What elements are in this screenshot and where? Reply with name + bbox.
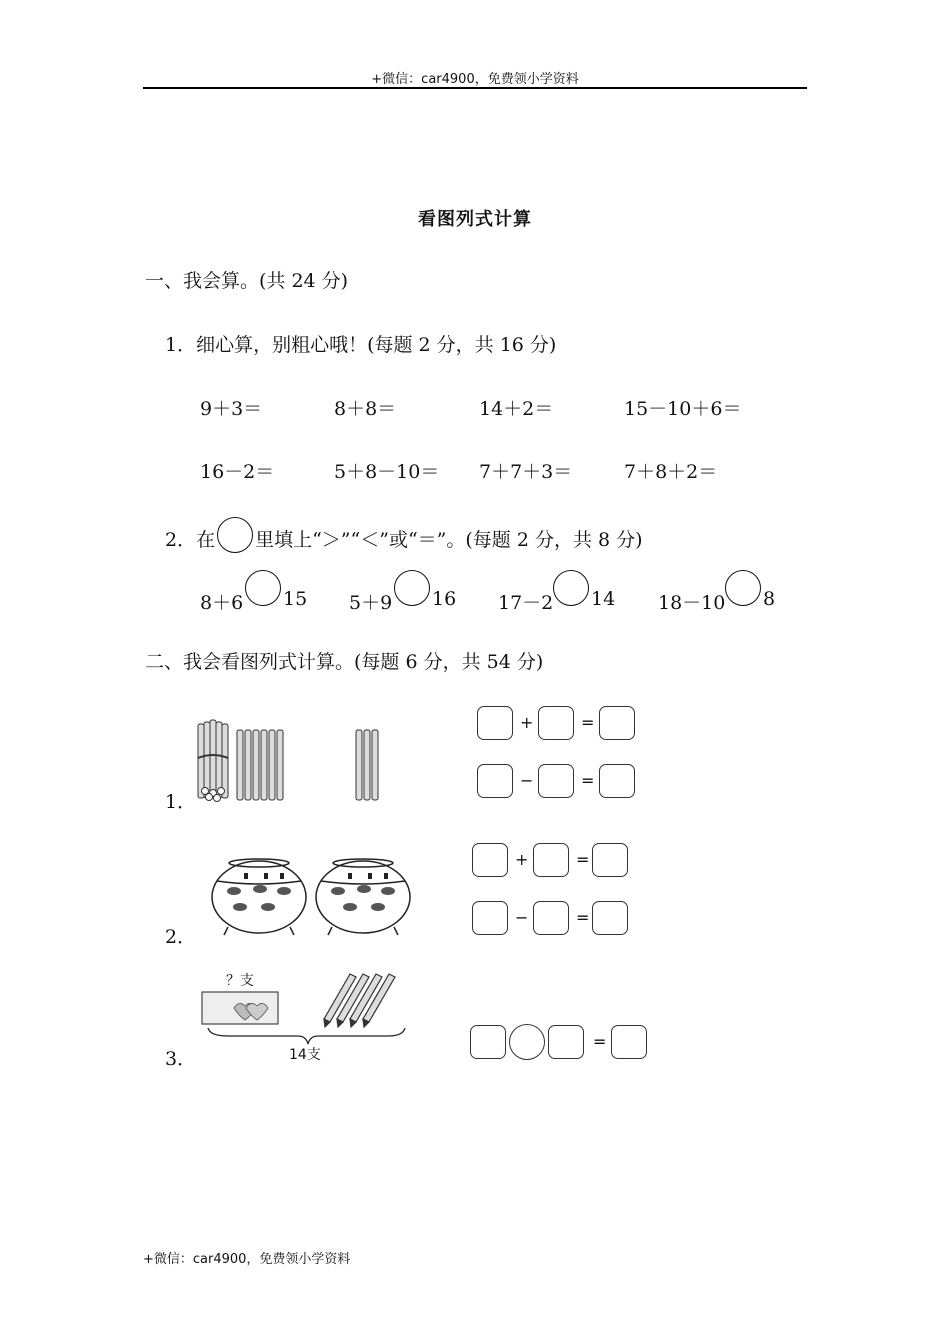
answer-box[interactable]	[592, 843, 628, 877]
expr-2-1: 16－2＝	[200, 461, 275, 483]
compare-left-1: 8＋6	[200, 592, 244, 614]
answer-box[interactable]	[538, 706, 574, 740]
operator-circle[interactable]	[509, 1024, 545, 1060]
page-title: 看图列式计算	[418, 209, 532, 230]
answer-box[interactable]	[538, 764, 574, 798]
answer-box[interactable]	[472, 901, 508, 935]
q1-heading: 1．细心算，别粗心哦！(每题 2 分，共 16 分)	[165, 334, 557, 356]
problem3-number: 3．	[165, 1048, 197, 1070]
q2-suffix: 里填上“＞”“＜”或“＝”。(每题 2 分，共 8 分)	[255, 529, 643, 551]
equals-sign: =	[576, 908, 590, 927]
plus-sign: +	[515, 850, 529, 869]
expr-2-2: 5＋8－10＝	[334, 461, 440, 483]
compare-circle-1[interactable]	[245, 570, 281, 606]
compare-right-3: 14	[591, 588, 616, 610]
answer-box[interactable]	[470, 1025, 506, 1059]
expr-1-1: 9＋3＝	[200, 398, 263, 420]
expr-1-3: 14＋2＝	[479, 398, 554, 420]
problem1-number: 1．	[165, 791, 197, 813]
expr-2-3: 7＋7＋3＝	[479, 461, 573, 483]
expr-2-4: 7＋8＋2＝	[624, 461, 718, 483]
answer-box[interactable]	[477, 764, 513, 798]
sticks-illustration	[195, 718, 385, 804]
compare-left-4: 18－10	[658, 592, 726, 614]
answer-box[interactable]	[533, 843, 569, 877]
answer-box[interactable]	[592, 901, 628, 935]
equals-sign: =	[593, 1032, 607, 1051]
compare-left-3: 17－2	[498, 592, 554, 614]
equals-sign: =	[576, 850, 590, 869]
pencils-illustration	[198, 968, 410, 1066]
circle-symbol	[217, 517, 253, 553]
unknown-label: ？支	[226, 973, 254, 989]
expr-1-2: 8＋8＝	[334, 398, 397, 420]
expr-1-4: 15－10＋6＝	[624, 398, 742, 420]
compare-circle-4[interactable]	[725, 570, 761, 606]
answer-box[interactable]	[611, 1025, 647, 1059]
section1-heading: 一、我会算。(共 24 分)	[145, 270, 349, 292]
compare-right-4: 8	[763, 588, 776, 610]
answer-box[interactable]	[599, 706, 635, 740]
page-footer: +微信：car4900，免费领小学资料	[143, 1252, 351, 1267]
answer-box[interactable]	[472, 843, 508, 877]
section2-heading: 二、我会看图列式计算。(每题 6 分，共 54 分)	[145, 651, 544, 673]
q2-prefix: 2．在	[165, 529, 216, 551]
plus-sign: +	[520, 713, 534, 732]
answer-box[interactable]	[599, 764, 635, 798]
total-label: 14支	[289, 1047, 321, 1063]
answer-box[interactable]	[477, 706, 513, 740]
q2-heading	[165, 523, 643, 559]
page-header: +微信：car4900，免费领小学资料	[371, 72, 579, 87]
pencils	[324, 974, 395, 1027]
minus-sign: −	[520, 771, 534, 790]
compare-circle-2[interactable]	[394, 570, 430, 606]
answer-box[interactable]	[533, 901, 569, 935]
equals-sign: =	[581, 771, 595, 790]
total-brace	[208, 1028, 405, 1044]
minus-sign: −	[515, 908, 529, 927]
compare-circle-3[interactable]	[553, 570, 589, 606]
compare-right-2: 16	[432, 588, 457, 610]
problem2-number: 2．	[165, 926, 197, 948]
header-divider	[143, 87, 807, 89]
fishbowls-illustration	[210, 855, 415, 941]
compare-right-1: 15	[283, 588, 308, 610]
equals-sign: =	[581, 713, 595, 732]
answer-box[interactable]	[548, 1025, 584, 1059]
compare-left-2: 5＋9	[349, 592, 393, 614]
